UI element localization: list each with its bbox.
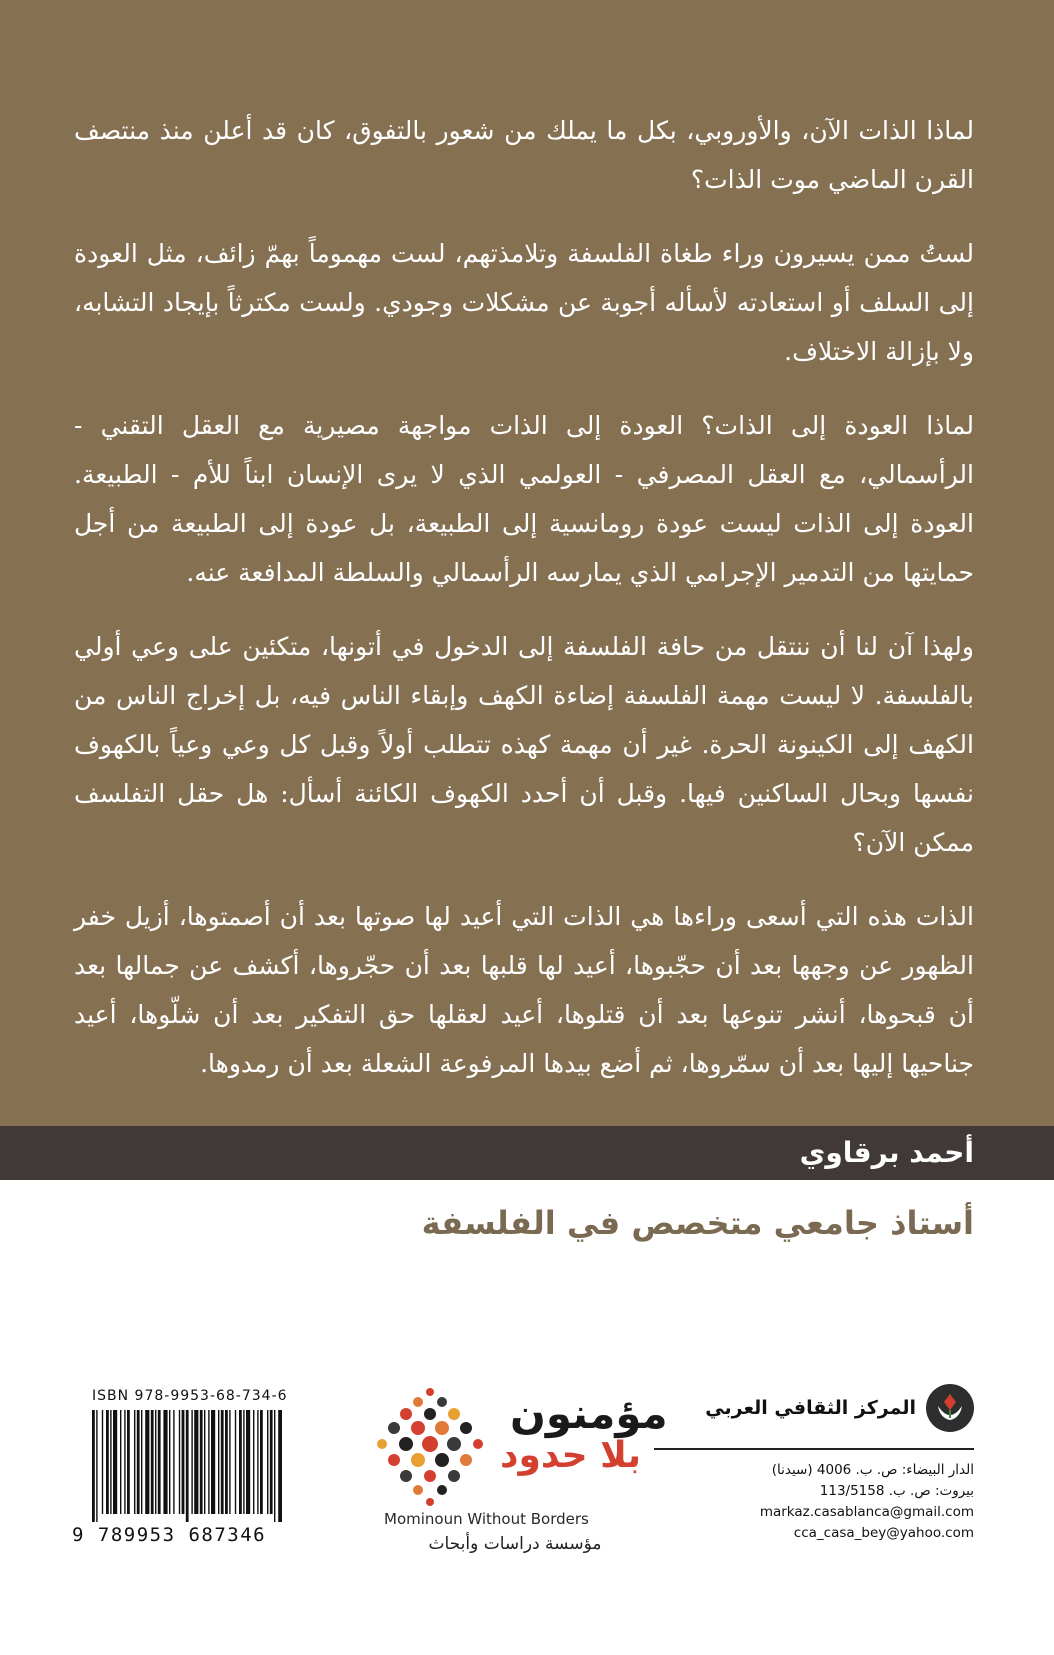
barcode-bar [194,1410,198,1514]
publisher-email-1: markaz.casablanca@gmail.com [759,1504,974,1520]
barcode-bar [169,1410,170,1514]
barcode-bar [221,1410,224,1514]
barcode-bar [270,1410,273,1514]
co-publisher-logo [370,1384,668,1554]
barcode-bar [163,1410,167,1514]
barcode-bar [253,1410,254,1514]
barcode-bar [260,1410,263,1514]
isbn-label: ISBN 978-9953-68-734-6 [92,1388,288,1404]
barcode-bar [182,1410,185,1514]
blurb-text [74,106,974,1113]
publisher-name: المركز الثقافي العربي [705,1397,916,1419]
barcode-bar [92,1410,95,1522]
barcode-bar [96,1410,97,1522]
author-name: أحمد برقاوي [799,1136,974,1169]
publisher-block [654,1382,974,1544]
blurb-paragraph-3: لماذا العودة إلى الذات؟ العودة إلى الذات مواجهة مصيرية مع العقل التقني - الرأسمالي، مع العقل المصرفي - العولمي الذي لا يرى الإنسان ابناً للأم - الطبيعة. العودة إلى الذات ليست عودة رومانسية إلى الطبيعة، بل عودة إلى الطبيعة من أجل حمايتها من التدمير الإجرامي الذي يمارسه الرأسمالي والسلطة المدافعة عنه. [74,411,974,587]
barcode-bar [235,1410,236,1514]
barcode-bar [204,1410,205,1514]
author-bar [0,1126,1054,1180]
co-publisher-name-ar-bottom: بلا حدود [500,1435,641,1476]
barcode-bar [186,1410,189,1522]
barcode-bar [225,1410,228,1514]
barcode-bar [267,1410,268,1514]
co-publisher-tagline: مؤسسة دراسات وأبحاث [428,1534,602,1554]
barcode-bar [106,1410,109,1514]
blurb-paragraph-4: ولهذا آن لنا أن ننتقل من حافة الفلسفة إلى الدخول في أتونها، متكئين على وعي أولي بالفلسفة. لا ليست مهمة الفلسفة إضاءة الكهف وإبقاء الناس فيه، بل إخراج الناس من الكهف إلى الكينونة الحرة. غير أن مهمة كهذه تتطلب أولاً وقبل كل وعي وعياً بالكهوف نفسها وبحال الساكنين فيها. وقبل أن أحدد الكهوف الكائنة أسأل: هل حقل التفلسف ممكن الآن؟ [74,632,974,857]
barcode-bar [243,1410,244,1514]
barcode-bar [211,1410,215,1514]
barcode-bar [278,1410,282,1522]
publisher-email-2: cca_casa_bey@yahoo.com [793,1525,974,1541]
barcode-bar [155,1410,156,1514]
barcode-bar [158,1410,161,1514]
barcode-bar [218,1410,219,1514]
publisher-logo-icon [926,1384,974,1432]
publisher-address-beirut: بيروت: ص. ب. 113/5158 [819,1483,974,1499]
author-title: أستاذ جامعي متخصص في الفلسفة [421,1204,974,1242]
barcode-bar [124,1410,125,1514]
blurb-paragraph-5: الذات هذه التي أسعى وراءها هي الذات التي أعيد لها صوتها بعد أن أصمتوها، أزيل خفر الظهور عن وجهها بعد أن حجّبوها، أعيد لها قلبها بعد أن حجّروها، أكشف عن جمالها بعد أن قبحوها، أنشر تنوعها بعد أن قتلوها، أعيد لعقلها حق التفكير بعد أن شلّوها، أعيد جناحيها إليها بعد أن سمّروها، ثم أضع بيدها المرفوعة الشعلة بعد أن رمدوها. [74,902,974,1078]
barcode-bar [151,1410,154,1514]
barcode-bar [274,1410,275,1522]
barcode-bar [102,1410,103,1514]
barcode-bar [179,1410,180,1514]
dot-mosaic-icon [370,1384,490,1509]
barcode-bar [246,1410,250,1514]
barcode-bar [145,1410,149,1514]
blurb-paragraph-2: لستُ ممن يسيرون وراء طغاة الفلسفة وتلامذتهم، لست مهموماً بهمّ زائف، مثل العودة إلى السلف أو استعادته لأسأله أجوبة عن مشكلات وجودي. ولست مكترثاً بإيجاد التشابه، ولا بإزالة الاختلاف. [74,239,974,366]
barcode-bar [208,1410,209,1514]
publisher-divider [654,1448,974,1450]
barcode-bar [200,1410,203,1514]
barcode-bar [110,1410,111,1514]
barcode-bar [141,1410,142,1514]
barcode-bar [239,1410,242,1514]
barcode-bar [257,1410,258,1514]
barcode-bar [113,1410,117,1514]
barcode-bar [134,1410,135,1514]
barcode-digits: 9 789953 687346 [72,1524,267,1546]
blurb-paragraph-1: لماذا الذات الآن، والأوروبي، بكل ما يملك من شعور بالتفوق، كان قد أعلن منذ منتصف القرن الماضي موت الذات؟ [74,116,974,194]
barcode-bar [229,1410,230,1514]
barcode-icon [90,1410,282,1522]
barcode-bar [137,1410,140,1514]
co-publisher-name-en: Mominoun Without Borders [384,1510,589,1528]
barcode-bar [127,1410,130,1514]
barcode-bar [120,1410,121,1514]
barcode-bar [191,1410,192,1514]
publisher-address-casablanca: الدار البيضاء: ص. ب. 4006 (سيدنا) [771,1462,974,1478]
barcode-bar [173,1410,174,1514]
co-publisher-name-ar-top: مؤمنون [510,1389,668,1438]
